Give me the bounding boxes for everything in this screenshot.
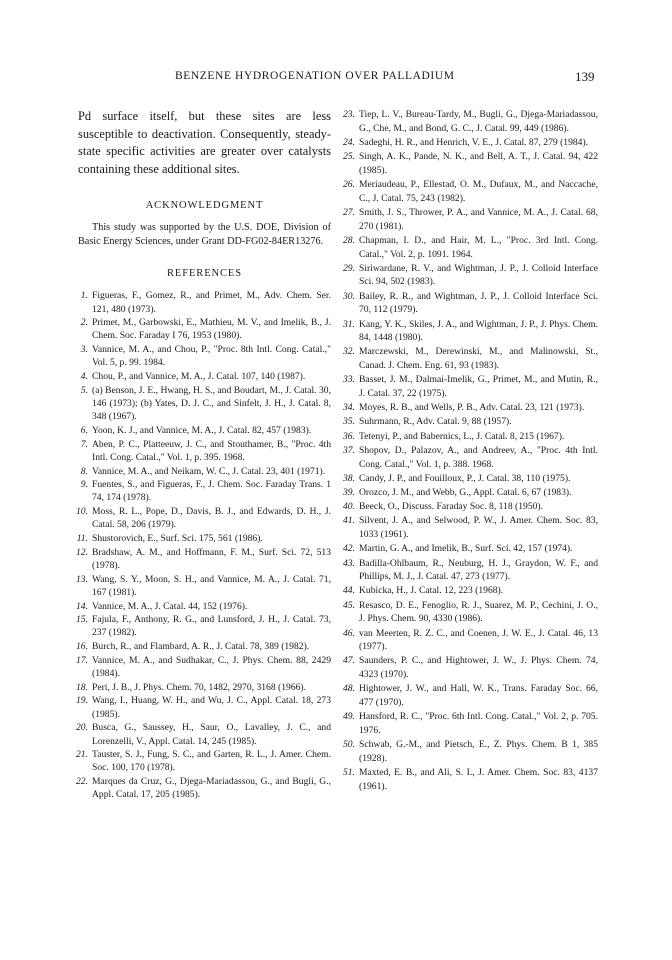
reference-text: Chapman, I. D., and Hair, M. L., "Proc. 3rd Intl. Cong. Catal.," Vol. 2, p. 1091. 1964. — [359, 234, 598, 260]
reference-number: 20. — [76, 722, 88, 734]
reference-text: Bailey, R. R., and Wightman, J. P., J. Colloid Interface Sci. 70, 112 (1979). — [359, 290, 598, 316]
reference-text: Silvent, J. A., and Selwood, P. W., J. Amer. Chem. Soc. 83, 1033 (1961). — [359, 515, 598, 541]
reference-item — [345, 108, 598, 135]
reference-text: Hightower, J. W., and Hall, W. K., Trans. Faraday Soc. 66, 477 (1970). — [359, 683, 598, 709]
reference-item — [345, 682, 598, 709]
reference-item — [78, 478, 331, 504]
reference-number: 5. — [80, 384, 88, 396]
reference-item — [345, 557, 598, 584]
reference-number: 23. — [343, 109, 355, 120]
reference-text: Basset, J. M., Dalmai-Imelik, G., Primet, M., and Mutin, R., J. Catal. 37, 22 (1975). — [359, 374, 598, 400]
reference-number: 22. — [76, 776, 88, 788]
reference-number: 4. — [80, 371, 88, 383]
reference-text: Singh, A. K., Pande, N. K., and Bell, A. T., J. Catal. 94, 422 (1985). — [359, 151, 598, 176]
reference-item — [78, 546, 331, 572]
reference-item — [345, 472, 598, 486]
reference-item — [345, 486, 598, 500]
reference-item — [345, 373, 598, 400]
reference-item — [78, 694, 331, 720]
reference-number: 45. — [343, 599, 355, 611]
reference-number: 42. — [343, 543, 355, 555]
reference-item — [345, 444, 598, 471]
reference-number: 44. — [343, 585, 355, 597]
reference-item — [78, 600, 331, 613]
reference-number: 13. — [76, 573, 88, 585]
reference-text: Hansford, R. C., "Proc. 6th Intl. Cong. Catal.," Vol. 2, p. 705. 1976. — [359, 711, 598, 736]
reference-number: 12. — [76, 546, 88, 558]
reference-item — [345, 766, 598, 793]
reference-list-right — [345, 108, 598, 793]
reference-item — [78, 654, 331, 680]
reference-item — [78, 775, 331, 801]
reference-text: Saunders, P. C., and Hightower, J. W., J. Phys. Chem. 74, 4323 (1970). — [359, 655, 598, 681]
reference-number: 19. — [76, 695, 88, 707]
reference-list-left — [78, 289, 331, 801]
reference-item — [78, 343, 331, 369]
reference-text: Wang, S. Y., Moon, S. H., and Vannice, M. A., J. Catal. 71, 167 (1981). — [92, 573, 331, 598]
reference-number: 51. — [343, 767, 355, 779]
reference-number: 39. — [343, 486, 355, 498]
page-number: 139 — [575, 69, 595, 84]
reference-text: van Meerten, R. Z. C., and Coenen, J. W. E., J. Catal. 46, 13 (1977). — [359, 627, 598, 653]
reference-number: 49. — [343, 711, 355, 723]
reference-item — [78, 748, 331, 774]
reference-text: Busca, G., Saussey, H., Saur, O., Lavalley, J. C., and Lorenzelli, V., Appl. Catal. 14, 245 (1985). — [92, 722, 331, 747]
reference-number: 8. — [80, 465, 88, 477]
reference-text: Vannice, M. A., J. Catal. 44, 152 (1976). — [92, 600, 248, 612]
reference-item — [345, 500, 598, 514]
reference-number: 7. — [80, 438, 88, 450]
reference-text: Siriwardane, R. V., and Wightman, J. P., J. Colloid Interface Sci. 94, 502 (1983). — [359, 262, 598, 288]
reference-text: Tiep, L. V., Bureau-Tardy, M., Bugli, G., Djega-Mariadassou, G., Che, M., and Bond, G. C., J. Catal. 99, 449 (1986). — [359, 109, 598, 134]
reference-number: 37. — [343, 444, 355, 456]
reference-number: 24. — [343, 136, 355, 148]
reference-text: Smith, J. S., Thrower, P. A., and Vannice, M. A., J. Catal. 68, 270 (1981). — [359, 206, 598, 232]
reference-number: 3. — [80, 344, 88, 356]
reference-number: 35. — [343, 416, 355, 428]
reference-item — [78, 721, 331, 747]
reference-item — [345, 627, 598, 654]
reference-item — [345, 206, 598, 233]
reference-text: Peri, J. B., J. Phys. Chem. 70, 1482, 2970, 3168 (1966). — [92, 681, 306, 693]
reference-number: 43. — [343, 557, 355, 569]
reference-text: Beeck, O., Discuss. Faraday Soc. 8, 118 (1950). — [359, 501, 544, 513]
reference-number: 14. — [76, 600, 88, 612]
references-heading: REFERENCES — [167, 268, 242, 280]
reference-number: 47. — [343, 655, 355, 667]
reference-text: Wang, I., Huang, W. H., and Wu, J. C., Appl. Catal. 18, 273 (1985). — [92, 695, 331, 720]
reference-number: 15. — [76, 614, 88, 626]
reference-text: Vannice, M. A., and Chou, P., "Proc. 8th Intl. Cong. Catal.," Vol. 5, p. 99. 1984. — [92, 344, 331, 369]
reference-text: Moss, R. L., Pope, D., Davis, B. J., and Edwards, D. H., J. Catal. 58, 206 (1979). — [92, 506, 331, 531]
reference-text: Suhrmann, R., Adv. Catal. 9, 88 (1957). — [359, 416, 512, 428]
reference-item — [78, 532, 331, 545]
reference-number: 21. — [76, 749, 88, 761]
reference-text: Bradshaw, A. M., and Hoffmann, F. M., Surf. Sci. 72, 513 (1978). — [92, 546, 331, 571]
reference-item — [345, 262, 598, 289]
reference-number: 31. — [343, 318, 355, 330]
reference-text: Fuentes, S., and Figueras, F., J. Chem. Soc. Faraday Trans. 1 74, 174 (1978). — [92, 479, 331, 504]
reference-item — [78, 681, 331, 694]
reference-text: Chou, P., and Vannice, M. A., J. Catal. 107, 140 (1987). — [92, 371, 306, 383]
reference-text: Primet, M., Garbowski, E., Mathieu, M. V., and Imelik, B., J. Chem. Soc. Faraday I 76, 1953 (1980). — [92, 317, 331, 342]
reference-item — [345, 738, 598, 765]
reference-item — [78, 438, 331, 464]
reference-item — [78, 370, 331, 383]
reference-item — [78, 640, 331, 653]
reference-item — [78, 384, 331, 424]
reference-number: 34. — [343, 402, 355, 414]
reference-number: 40. — [343, 501, 355, 513]
acknowledgment-text: This study was supported by the U.S. DOE, Division of Basic Energy Sciences, under Grant DD-FG02-84ER13276. — [78, 222, 331, 247]
reference-number: 25. — [343, 151, 355, 163]
reference-text: Schwab, G.-M., and Pietsch, E., Z. Phys. Chem. B 1, 385 (1928). — [359, 739, 598, 764]
reference-number: 16. — [76, 641, 88, 653]
reference-item — [345, 654, 598, 681]
page-header — [0, 70, 672, 90]
reference-number: 30. — [343, 290, 355, 302]
reference-text: Shopov, D., Palazov, A., and Andreev, A., "Proc. 4th Intl. Cong. Catal.," Vol. 1, p. 388. 1968. — [359, 444, 598, 470]
reference-text: Moyes, R. B., and Wells, P. B., Adv. Catal. 23, 121 (1973). — [359, 402, 585, 414]
running-head: BENZENE HYDROGENATION OVER PALLADIUM — [175, 70, 455, 82]
reference-item — [78, 424, 331, 437]
reference-number: 28. — [343, 234, 355, 246]
left-column — [78, 108, 331, 802]
reference-item — [345, 136, 598, 150]
reference-number: 6. — [80, 424, 88, 436]
reference-item — [345, 542, 598, 556]
reference-number: 9. — [80, 479, 88, 491]
reference-text: Shustorovich, E., Surf. Sci. 175, 561 (1986). — [92, 533, 263, 545]
reference-text: Orozco, J. M., and Webb, G., Appl. Catal. 6, 67 (1983). — [359, 486, 572, 498]
reference-item — [345, 430, 598, 444]
reference-number: 1. — [80, 290, 88, 302]
reference-text: Candy, J. P., and Fouilloux, P., J. Catal. 38, 110 (1975). — [359, 472, 571, 484]
reference-item — [345, 318, 598, 345]
reference-text: Sadeghi, H. R., and Henrich, V. E., J. Catal. 87, 279 (1984). — [359, 136, 589, 148]
reference-item — [345, 290, 598, 317]
reference-text: Fajula, F., Anthony, R. G., and Lunsford, J. H., J. Catal. 73, 237 (1982). — [92, 614, 331, 639]
reference-text: Kang, Y. K., Skiles, J. A., and Wightman, J. P., J. Phys. Chem. 84, 1448 (1980). — [359, 318, 598, 344]
reference-item — [78, 465, 331, 478]
reference-text: Resasco, D. E., Fenoglio, R. J., Suarez, M. P., Cechini, J. O., J. Phys. Chem. 90, 4330 (1986). — [359, 599, 598, 625]
reference-text: Burch, R., and Flambard, A. R., J. Catal. 78, 389 (1982). — [92, 641, 310, 653]
reference-item — [78, 289, 331, 315]
reference-item — [345, 415, 598, 429]
reference-number: 50. — [343, 739, 355, 751]
reference-text: Vannice, M. A., and Neikam, W. C., J. Catal. 23, 401 (1971). — [92, 465, 326, 477]
reference-text: Vannice, M. A., and Sudhakar, C., J. Phys. Chem. 88, 2429 (1984). — [92, 654, 331, 680]
reference-item — [345, 584, 598, 598]
reference-text: Kubicka, H., J. Catal. 12, 223 (1968). — [359, 585, 504, 597]
reference-text: Badilla-Ohlbaum, R., Neuburg, H. J., Graydon, W. F., and Phillips, M. J., J. Catal. 47, 273 (1977). — [359, 557, 598, 583]
reference-text: Meriaudeau, P., Ellestad, O. M., Dufaux, M., and Naccache, C., J. Catal. 75, 243 (1982). — [359, 179, 598, 204]
reference-number: 29. — [343, 262, 355, 274]
reference-number: 41. — [343, 515, 355, 527]
reference-text: Figueras, F., Gomez, R., and Primet, M., Adv. Chem. Ser. 121, 480 (1973). — [92, 290, 331, 315]
reference-number: 18. — [76, 681, 88, 693]
reference-item — [78, 573, 331, 599]
acknowledgment-heading: ACKNOWLEDGMENT — [145, 200, 264, 212]
reference-number: 27. — [343, 206, 355, 218]
reference-item — [345, 234, 598, 261]
reference-text: (a) Benson, J. E., Hwang, H. S., and Boudart, M., J. Catal. 30, 146 (1973); (b) Yates, D. J. C., and Sinfelt, J. H., J. Catal. 8, 348 (1967). — [92, 384, 331, 423]
reference-item — [78, 613, 331, 639]
reference-number: 10. — [76, 506, 88, 518]
reference-item — [78, 316, 331, 342]
reference-item — [345, 514, 598, 541]
reference-number: 11. — [76, 533, 88, 545]
reference-text: Tauster, S. J., Fung, S. C., and Garten, R. L., J. Amer. Chem. Soc. 100, 170 (1978). — [92, 749, 331, 774]
reference-text: Aben, P. C., Platteeuw, J. C., and Stouthamer, B., "Proc. 4th Intl. Cong. Catal.," Vol. 1, p. 395. 1968. — [92, 438, 331, 463]
reference-number: 33. — [343, 374, 355, 386]
reference-text: Maxted, E. B., and Ali, S. I., J. Amer. Chem. Soc. 83, 4137 (1961). — [359, 767, 598, 792]
reference-text: Tetenyi, P., and Babernics, L., J. Catal. 8, 215 (1967). — [359, 430, 565, 442]
reference-item — [345, 599, 598, 626]
body-paragraph: Pd surface itself, but these sites are less susceptible to deactivation. Consequently, steady-state specific activities are greater over catalysts containing these additional sites. — [78, 109, 331, 176]
reference-item — [345, 345, 598, 372]
reference-item — [345, 178, 598, 205]
reference-item — [345, 710, 598, 737]
reference-item — [78, 505, 331, 531]
reference-number: 38. — [343, 472, 355, 484]
reference-number: 26. — [343, 179, 355, 191]
reference-number: 32. — [343, 346, 355, 358]
right-column — [345, 108, 598, 794]
reference-number: 46. — [343, 627, 355, 639]
reference-item — [345, 150, 598, 177]
reference-number: 2. — [80, 317, 88, 329]
reference-text: Marczewski, M., Derewinski, M., and Malinowski, St., Canad. J. Chem. Eng. 61, 93 (1983). — [359, 346, 598, 372]
reference-number: 17. — [76, 654, 88, 666]
reference-number: 36. — [343, 430, 355, 442]
reference-item — [345, 401, 598, 415]
reference-number: 48. — [343, 683, 355, 695]
reference-text: Martin, G. A., and Imelik, B., Surf. Sci. 42, 157 (1974). — [359, 543, 573, 555]
reference-text: Yoon, K. J., and Vannice, M. A., J. Catal. 82, 457 (1983). — [92, 424, 312, 436]
reference-text: Marques da Cruz, G., Djega-Mariadassou, G., and Bugli, G., Appl. Catal. 17, 205 (1985). — [92, 776, 331, 801]
